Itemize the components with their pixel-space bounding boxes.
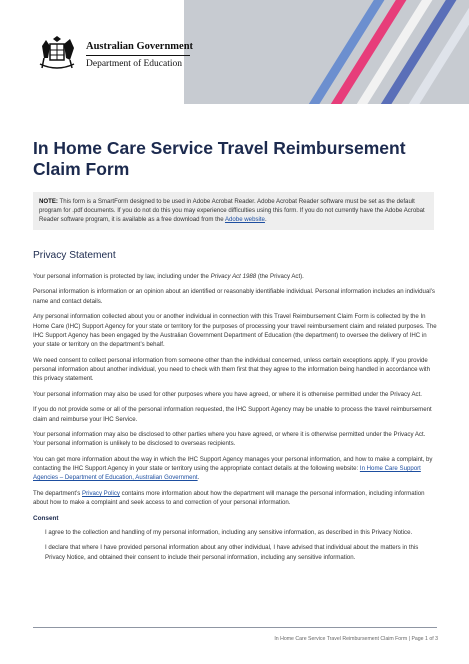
privacy-paragraph: Any personal information collected about you or another individual in connection with this Travel Reimbursement Claim Form is collected by the In Home Care (IHC) Support Agency for your state or territory for the purposes of processing your travel reimbursement claim and related purposes. The IHC Support Agency has been engaged by the Australian Government Department of Education (the department) to oversee the delivery of IHC in your state or territory on the department’s behalf.	[33, 313, 437, 349]
consent-statement: I declare that where I have provided personal information about any other individual, I have advised that individual about the matters in this Privacy Notice, and obtained their consent to include their personal information, including any sensitive information.	[45, 544, 419, 561]
privacy-paragraph: Your personal information may also be used for other purposes where you have agreed, or where it is otherwise permitted under the Privacy Act.	[33, 390, 422, 398]
text: .	[197, 474, 200, 482]
department-name: Department of Education	[86, 59, 183, 69]
privacy-paragraph: We need consent to collect personal information from someone other than the individual concerned, unless certain exceptions apply. If you provide personal information about another individual, you need to check with them first that they agree to the information being handled in accordance with this privacy statement.	[33, 356, 431, 383]
note-text: This form is a SmartForm designed to be used in Adobe Acrobat Reader. Adobe Acrobat Reader software must be set as the default program for .pdf documents. If you do not do this you may experience difficulties using this form. If you do not currently have the Adobe Acrobat Reader software program, it is available as a free download from the	[39, 198, 425, 224]
support-agencies-link[interactable]: In Home Care Support Agencies – Department of Education, Australian Government	[33, 465, 421, 482]
header-banner	[184, 0, 469, 104]
government-name: Australian Government	[86, 41, 194, 52]
text: contains more information about how the department will manage the personal information, including information about how to make a complaint and seek access to and correction of your personal information.	[33, 489, 425, 507]
footer-divider	[33, 627, 437, 628]
privacy-paragraph	[33, 489, 438, 508]
footer-page-label: In Home Care Service Travel Reimbursement Claim Form | Page 1 of 3	[274, 636, 438, 642]
text: The department’s	[33, 489, 83, 497]
adobe-website-link[interactable]: Adobe website	[224, 216, 265, 224]
note-end: .	[264, 216, 267, 224]
privacy-paragraph	[33, 272, 438, 281]
privacy-body	[33, 272, 438, 568]
note-box	[33, 192, 434, 230]
privacy-paragraph: If you do not provide some or all of the personal information requested, the IHC Support Agency may be unable to process the travel reimbursement claim and reimburse your IHC Service.	[33, 406, 432, 423]
privacy-policy-link[interactable]: Privacy Policy	[82, 489, 120, 497]
divider	[86, 55, 190, 56]
act-name: Privacy Act 1988	[210, 273, 257, 280]
privacy-paragraph	[33, 455, 438, 483]
privacy-paragraph: Personal information is information or an opinion about an identified or reasonably identifiable individual. Personal information includes an individual’s name and contact details.	[33, 288, 435, 305]
text: You can get more information about the way in which the IHC Support Agency manages your personal information, and how to make a complaint, by contacting the IHC Support Agency in your state or territory using the appropriate contact details at the following website:	[33, 455, 433, 473]
note-label: NOTE:	[39, 198, 58, 205]
page-header	[0, 0, 469, 104]
page-title: In Home Care Service Travel Reimbursement Claim Form	[33, 138, 406, 179]
consent-statement: I agree to the collection and handling of my personal information, including any sensitive information, as described in this Privacy Notice.	[45, 528, 413, 536]
consent-heading: Consent	[33, 514, 59, 522]
text: Your personal information is protected by law, including under the	[33, 273, 211, 280]
text: (the Privacy Act).	[256, 273, 304, 280]
privacy-paragraph: Your personal information may also be disclosed to other parties where you have agreed, or where it is otherwise permitted under the Privacy Act. Your personal information is unlikely to be disclosed to overseas recipients.	[33, 430, 426, 448]
government-logo	[34, 36, 193, 76]
privacy-heading: Privacy Statement	[33, 250, 116, 261]
coat-of-arms-icon	[34, 36, 80, 76]
